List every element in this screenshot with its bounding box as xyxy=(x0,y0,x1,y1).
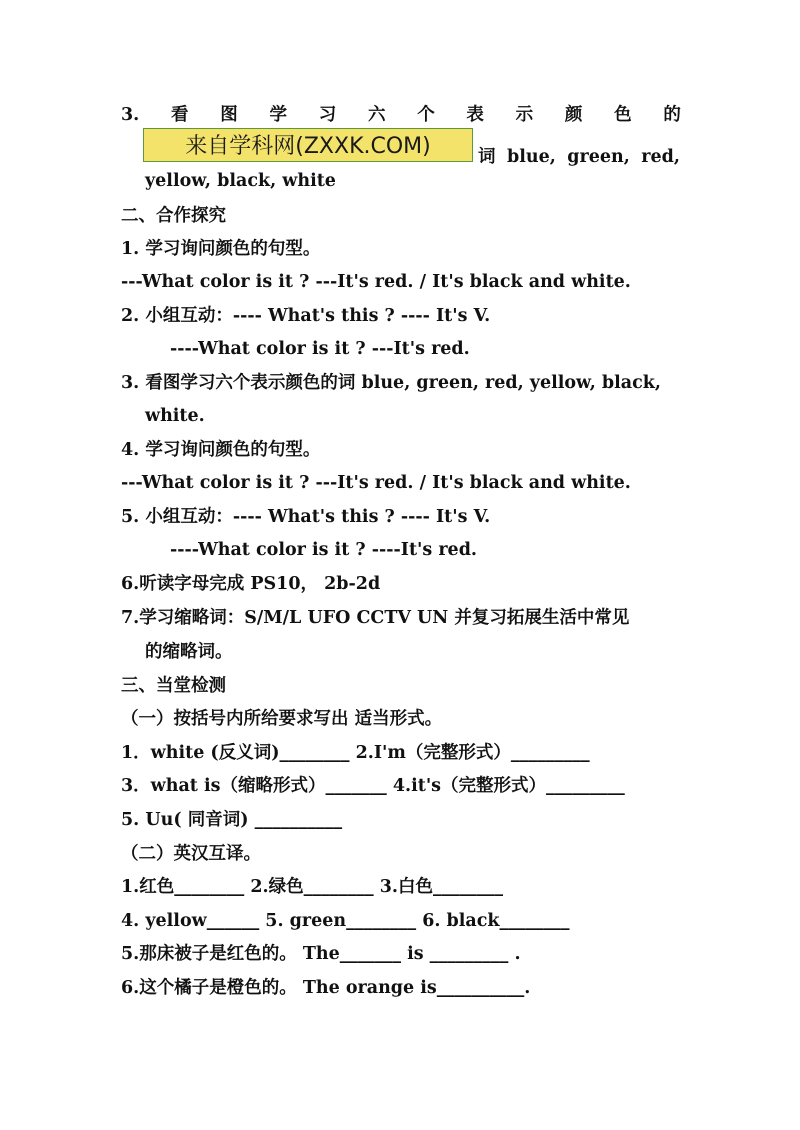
line-1-token: 的 xyxy=(663,105,681,125)
section-heading-2: 二、合作探究 xyxy=(121,206,226,226)
exercise-line-3: 5. Uu( 同音词) __________ xyxy=(121,810,343,830)
exercise-line-2: 3．what is（缩略形式）_______ 4.it's（完整形式）_________ xyxy=(121,776,625,796)
exercise-line-6: 5.那床被子是红色的。 The_______ is _________ . xyxy=(121,944,521,964)
item-4: 4. 学习询问颜色的句型。 xyxy=(121,440,321,460)
item-3: 3. 看图学习六个表示颜色的词 blue, green, red, yellow, black, xyxy=(121,373,661,393)
line-1-token: 表 xyxy=(466,105,484,125)
line-1-token: 学 xyxy=(269,105,287,125)
line-1-token: 色 xyxy=(614,105,632,125)
exercise-line-1: 1．white (反义词)________ 2.I'm（完整形式）_________ xyxy=(121,743,590,763)
line-2 xyxy=(478,146,680,168)
exercise-line-4: 1.红色________ 2.绿色________ 3.白色________ xyxy=(121,877,503,897)
dialogue-4: ----What color is it ? ----It's red. xyxy=(170,540,478,560)
item-5: 5. 小组互动：---- What's this ? ---- It's V. xyxy=(121,507,491,527)
item-6: 6.听读字母完成 PS10， 2b-2d xyxy=(121,574,381,594)
line-1-spaced xyxy=(121,104,681,126)
line-1-token: 3. xyxy=(121,105,140,125)
line-1-token: 颜 xyxy=(564,105,583,125)
section-heading-3: 三、当堂检测 xyxy=(121,676,226,696)
line-2-token: 词 xyxy=(478,147,496,167)
exercise-line-7: 6.这个橘子是橙色的。 The orange is__________. xyxy=(121,978,531,998)
line-3: yellow, black, white xyxy=(145,171,336,191)
line-1-token: 示 xyxy=(515,105,534,125)
watermark-logo xyxy=(143,128,473,162)
svg-text:来自学科网(ZXXK.COM): 来自学科网(ZXXK.COM) xyxy=(185,134,431,159)
dialogue-2: ----What color is it ? ---It's red. xyxy=(170,339,470,359)
dialogue-3: ---What color is it ? ---It's red. / It's black and white. xyxy=(121,473,631,493)
line-1-token: 六 xyxy=(367,105,386,125)
subsection-2: （二）英汉互译。 xyxy=(121,844,261,864)
line-2-token: red, xyxy=(641,147,680,167)
item-3-cont: white. xyxy=(145,406,205,426)
line-1-token: 图 xyxy=(220,105,238,125)
watermark-logo-graphic xyxy=(145,130,471,160)
line-1-token: 个 xyxy=(417,105,435,125)
exercise-line-5: 4. yellow______ 5. green________ 6. black________ xyxy=(121,911,570,931)
dialogue-1: ---What color is it ? ---It's red. / It's black and white. xyxy=(121,272,631,292)
subsection-1: （一）按括号内所给要求写出 适当形式。 xyxy=(121,709,443,729)
line-1-token: 习 xyxy=(318,105,337,125)
item-7-cont: 的缩略词。 xyxy=(145,642,233,662)
line-2-token: blue, xyxy=(506,147,556,167)
item-2: 2. 小组互动：---- What's this ? ---- It's V. xyxy=(121,306,491,326)
item-1: 1. 学习询问颜色的句型。 xyxy=(121,239,321,259)
line-1-token: 看 xyxy=(171,105,189,125)
item-7: 7.学习缩略词：S/M/L UFO CCTV UN 并复习拓展生活中常见 xyxy=(121,608,630,628)
line-2-token: green, xyxy=(567,147,630,167)
